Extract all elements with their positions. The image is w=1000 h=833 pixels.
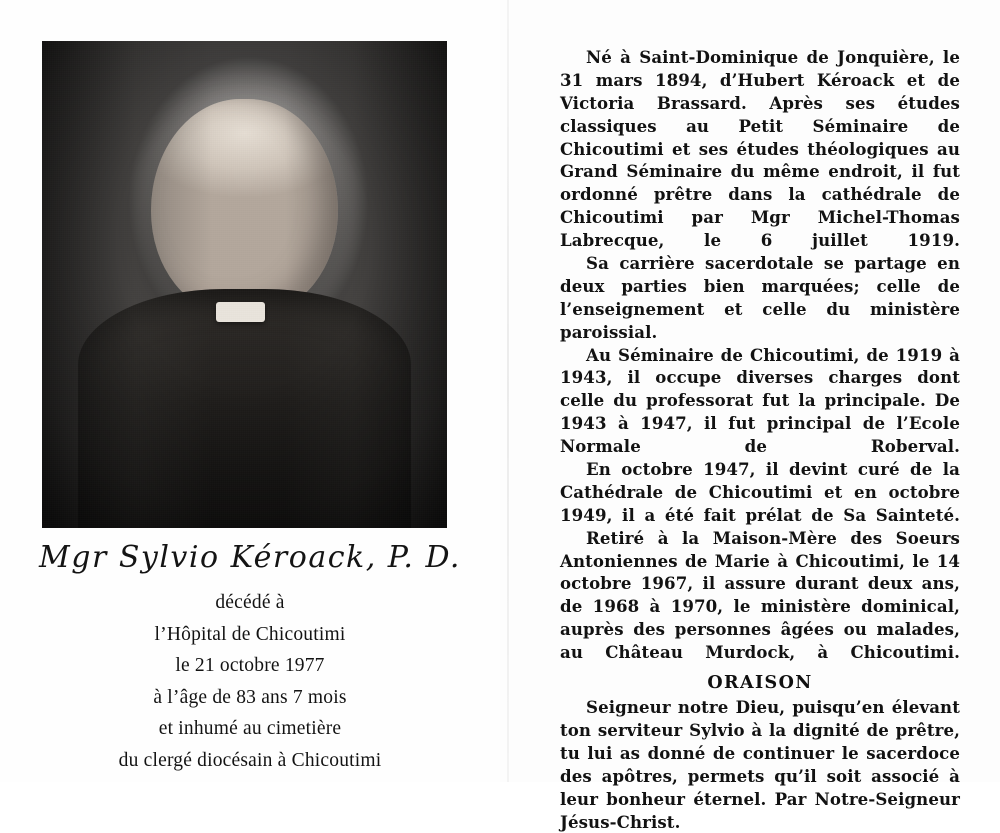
caption-line-6: du clergé diocésain à Chicoutimi bbox=[118, 749, 382, 771]
deceased-name: Mgr Sylvio Kéroack, P. D. bbox=[39, 540, 461, 575]
portrait-photo bbox=[42, 41, 447, 528]
caption-line-5: et inhumé au cimetière bbox=[158, 718, 342, 740]
biography-paragraph-1: Né à Saint-Dominique de Jonquière, le 31 mars 1894, d’Hubert Kéroack et de Victoria Brassard. Après ses études classiques au Petit Séminaire de Chicoutimi et ses études théologiques au Grand Séminaire du même endroit, il fut ordonné prêtre dans la cathédrale de Chicoutimi par Mgr Michel-Thomas Labrecque, le 6 juillet 1919. bbox=[560, 47, 960, 251]
caption-line-2: l’Hôpital de Chicoutimi bbox=[154, 623, 346, 645]
oraison-prayer-text: Seigneur notre Dieu, puisqu’en élevant ton serviteur Sylvio à la dignité de prêtre, tu lui as donné de continuer le sacerdoce des apôtres, permets qu’il soit associé à leur bonheur éternel. Par Notre-Seigneur Jésus-Christ. bbox=[560, 697, 960, 832]
caption-line-3: le 21 octobre 1977 bbox=[175, 655, 325, 677]
caption-block bbox=[0, 540, 500, 776]
biography-paragraph-5: Retiré à la Maison-Mère des Soeurs Antoniennes de Marie à Chicoutimi, le 14 octobre 1967, il assure durant deux ans, de 1968 à 1970, le ministère dominical, auprès des personnes âgées ou malades, au Château Murdock, à Chicoutimi. bbox=[560, 527, 960, 663]
left-page bbox=[0, 0, 500, 782]
oraison-heading: ORAISON bbox=[707, 673, 813, 694]
biography-paragraph-4: En octobre 1947, il devint curé de la Cathédrale de Chicoutimi et en octobre 1949, il a été fait prélat de Sa Sainteté. bbox=[560, 459, 960, 525]
page-fold bbox=[507, 0, 509, 782]
biography-paragraph-3: Au Séminaire de Chicoutimi, de 1919 à 1943, il occupe diverses charges dont celle du professorat fut la principale. De 1943 à 1947, il fut principal de l’Ecole Normale de Roberval. bbox=[560, 344, 960, 457]
biography-paragraph-2: Sa carrière sacerdotale se partage en deux parties bien marquées; celle de l’enseignement et celle du ministère paroissial. bbox=[560, 253, 960, 342]
caption-line-4: à l’âge de 83 ans 7 mois bbox=[153, 686, 347, 708]
portrait-film-grain bbox=[42, 41, 447, 528]
caption-line-1: décédé à bbox=[215, 592, 285, 613]
right-page bbox=[560, 46, 960, 833]
